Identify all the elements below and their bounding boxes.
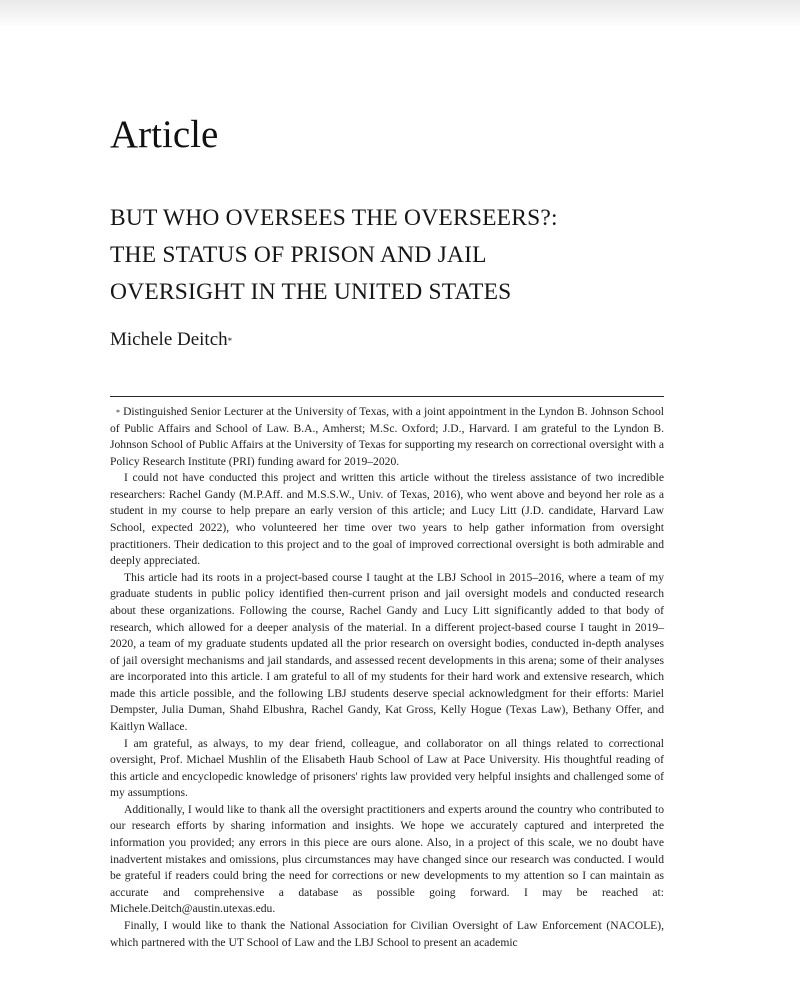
- author-footnote-mark: *: [227, 336, 233, 346]
- footnote-divider: [110, 396, 664, 397]
- footnote-mark: *: [116, 408, 120, 417]
- article-heading: Article: [110, 113, 219, 156]
- title-line: OVERSIGHT IN THE UNITED STATES: [110, 279, 512, 305]
- article-title: [110, 200, 670, 311]
- author-name: Michele Deitch: [110, 329, 228, 350]
- footnote-paragraph: Additionally, I would like to thank all the oversight practitioners and experts around the country who contributed to our research efforts by sharing information and insights. We hope we accurately captured and interpreted the information you provided; any errors in this piece are ours alone. Also, in a project of this scale, we no doubt have inadvertent mistakes and omissions, plus circumstances may have changed since our research was conducted. I would be grateful if readers could bring the need for corrections or new developments to my attention so I can maintain as accurate and comprehensive a database as possible going forward. I may be reached at: Michele.Deitch@austin.utexas.edu.: [110, 802, 664, 916]
- footnote-paragraph: This article had its roots in a project-based course I taught at the LBJ School in 2015–2016, where a team of my graduate students in public policy identified then-current prison and jail oversight models and conducted research about these organizations. Following the course, Rachel Gandy and Lucy Litt significantly added to that body of research, which allowed for a deeper analysis of the material. In a different project-based course I taught in 2019–2020, a team of my graduate students updated all the prior research on oversight bodies, conducted in-depth analyses of jail oversight mechanisms and jail standards, and assessed recent developments in this arena; some of their analyses are incorporated into this article. I am grateful to all of my students for their hard work and extensive research, which made this article possible, and the following LBJ students deserve special acknowledgment for their efforts: Mariel Dempster, Julia Duman, Shahd Elbushra, Rachel Gandy, Kat Gross, Kelly Hogue (Texas Law), Bethany Offer, and Kaitlyn Wallace.: [110, 570, 664, 733]
- footnote-paragraph: Finally, I would like to thank the National Association for Civilian Oversight of Law Enforcement (NACOLE), which partnered with the UT School of Law and the LBJ School to present an academic: [110, 918, 664, 949]
- author-footnote: [110, 404, 664, 951]
- title-line: THE STATUS OF PRISON AND JAIL: [110, 242, 487, 268]
- footnote-paragraph: I could not have conducted this project and written this article without the tireless assistance of two incredible researchers: Rachel Gandy (M.P.Aff. and M.S.S.W., Univ. of Texas, 2016), who went above and beyond her role as a student in my course to help prepare an early version of this article; and Lucy Litt (J.D. candidate, Harvard Law School, expected 2022), who volunteered her time over two years to help gather information from oversight practitioners. Their dedication to this project and to the goal of improved correctional oversight is both admirable and deeply appreciated.: [110, 471, 664, 568]
- footnote-paragraph: * Distinguished Senior Lecturer at the University of Texas, with a joint appointment in the Lyndon B. Johnson School of Public Affairs and School of Law. B.A., Amherst; M.Sc. Oxford; J.D., Harvard. I am grateful to the Lyndon B. Johnson School of Public Affairs at the University of Texas for supporting my research on correctional oversight with a Policy Research Institute (PRI) funding award for 2019–2020.: [110, 405, 664, 468]
- author-byline: [110, 328, 232, 352]
- footnote-paragraph: I am grateful, as always, to my dear friend, colleague, and collaborator on all things related to correctional oversight, Prof. Michael Mushlin of the Elisabeth Haub School of Law at Pace University. His thoughtful reading of this article and encyclopedic knowledge of prisoners' rights law provided very helpful insights and challenged some of my assumptions.: [110, 736, 664, 800]
- title-line: BUT WHO OVERSEES THE OVERSEERS?:: [110, 205, 558, 231]
